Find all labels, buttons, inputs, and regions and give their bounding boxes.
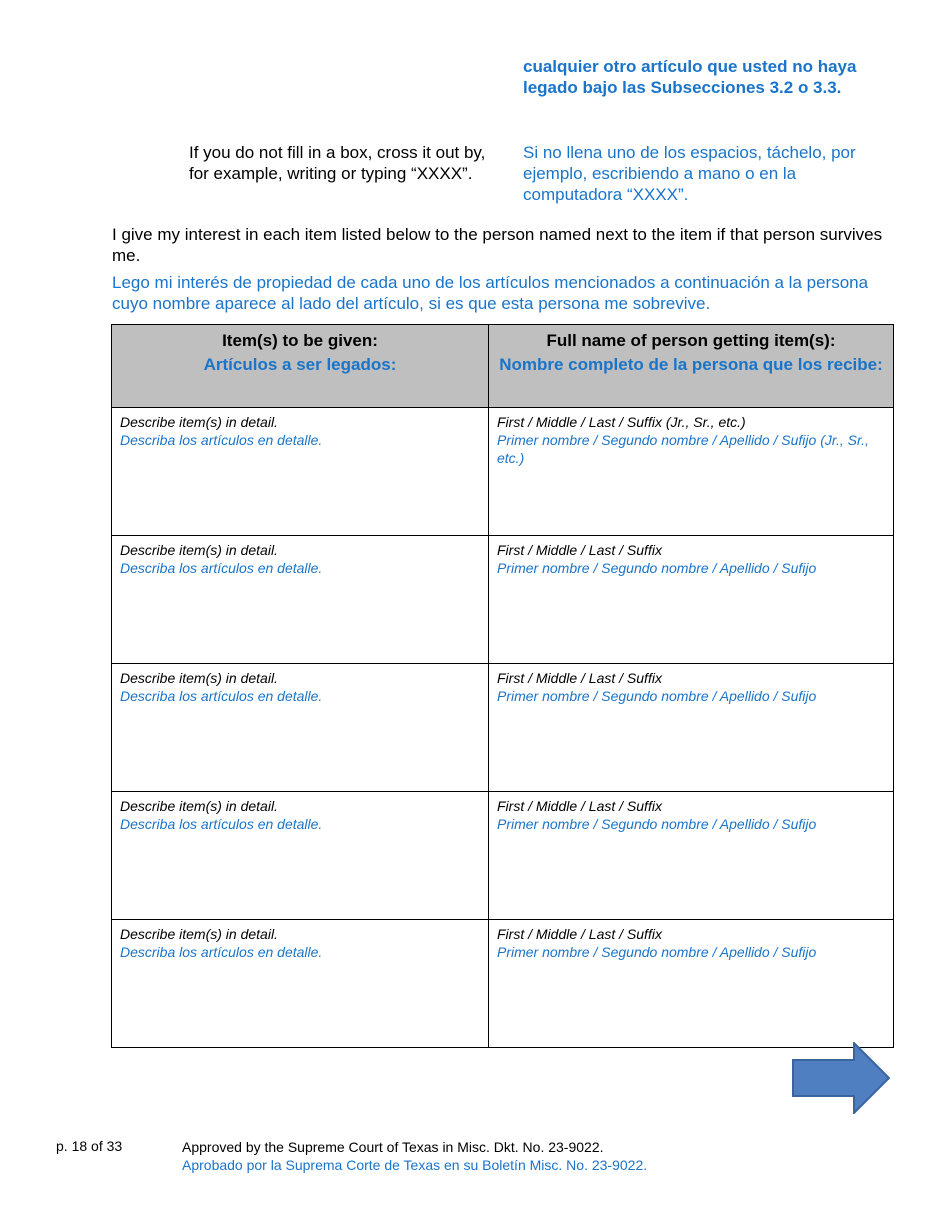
table-row — [112, 792, 894, 920]
item-hint-es: Describa los artículos en detalle. — [120, 944, 323, 960]
table-row — [112, 408, 894, 536]
table-header-row — [112, 325, 894, 408]
table-row — [112, 664, 894, 792]
item-hint-en: Describe item(s) in detail. — [120, 798, 278, 814]
item-hint-es: Describa los artículos en detalle. — [120, 816, 323, 832]
name-hint-en: First / Middle / Last / Suffix (Jr., Sr., etc.) — [497, 414, 746, 430]
item-hint-en: Describe item(s) in detail. — [120, 926, 278, 942]
item-cell[interactable] — [112, 664, 489, 792]
instruction-spanish: Si no llena uno de los espacios, táchelo, por ejemplo, escribiendo a mano o en la computadora “XXXX”. — [523, 143, 856, 204]
right-arrow-icon[interactable] — [792, 1042, 890, 1114]
items-table — [111, 324, 894, 1048]
name-hint-es: Primer nombre / Segundo nombre / Apellido / Sufijo — [497, 560, 817, 576]
item-cell[interactable] — [112, 920, 489, 1048]
name-hint-en: First / Middle / Last / Suffix — [497, 926, 662, 942]
name-cell[interactable] — [489, 536, 894, 664]
name-cell[interactable] — [489, 920, 894, 1048]
approval-spanish: Aprobado por la Suprema Corte de Texas en su Boletín Misc. No. 23-9022. — [182, 1157, 648, 1173]
header-items-en: Item(s) to be given: — [222, 331, 378, 350]
table-row — [112, 536, 894, 664]
name-hint-es: Primer nombre / Segundo nombre / Apellido / Sufijo — [497, 688, 817, 704]
name-hint-en: First / Middle / Last / Suffix — [497, 670, 662, 686]
item-hint-en: Describe item(s) in detail. — [120, 414, 278, 430]
header-items-es: Artículos a ser legados: — [203, 355, 397, 374]
header-person-es: Nombre completo de la persona que los recibe: — [499, 355, 883, 374]
item-cell[interactable] — [112, 408, 489, 536]
item-cell[interactable] — [112, 536, 489, 664]
name-cell[interactable] — [489, 792, 894, 920]
item-cell[interactable] — [112, 792, 489, 920]
approval-english: Approved by the Supreme Court of Texas in Misc. Dkt. No. 23-9022. — [182, 1139, 604, 1155]
gift-statement-spanish: Lego mi interés de propiedad de cada uno de los artículos mencionados a continuación a la persona cuyo nombre aparece al lado del artículo, si es que esta persona me sobrevive. — [112, 273, 869, 313]
name-hint-en: First / Middle / Last / Suffix — [497, 542, 662, 558]
item-hint-en: Describe item(s) in detail. — [120, 542, 278, 558]
page-number: p. 18 of 33 — [56, 1138, 123, 1154]
name-cell[interactable] — [489, 664, 894, 792]
header-items — [112, 325, 489, 408]
header-person — [489, 325, 894, 408]
name-hint-es: Primer nombre / Segundo nombre / Apellido / Sufijo (Jr., Sr., etc.) — [497, 432, 869, 466]
header-person-en: Full name of person getting item(s): — [546, 331, 836, 350]
name-hint-es: Primer nombre / Segundo nombre / Apellido / Sufijo — [497, 944, 817, 960]
item-hint-es: Describa los artículos en detalle. — [120, 560, 323, 576]
item-hint-es: Describa los artículos en detalle. — [120, 432, 323, 448]
instruction-english: If you do not fill in a box, cross it out by, for example, writing or typing “XXXX”. — [189, 143, 486, 183]
name-hint-en: First / Middle / Last / Suffix — [497, 798, 662, 814]
item-hint-es: Describa los artículos en detalle. — [120, 688, 323, 704]
table-row — [112, 920, 894, 1048]
name-hint-es: Primer nombre / Segundo nombre / Apellido / Sufijo — [497, 816, 817, 832]
spanish-continuation: cualquier otro artículo que usted no haya legado bajo las Subsecciones 3.2 o 3.3. — [523, 57, 857, 97]
name-cell[interactable] — [489, 408, 894, 536]
gift-statement-english: I give my interest in each item listed below to the person named next to the item if that person survives me. — [112, 225, 883, 265]
item-hint-en: Describe item(s) in detail. — [120, 670, 278, 686]
